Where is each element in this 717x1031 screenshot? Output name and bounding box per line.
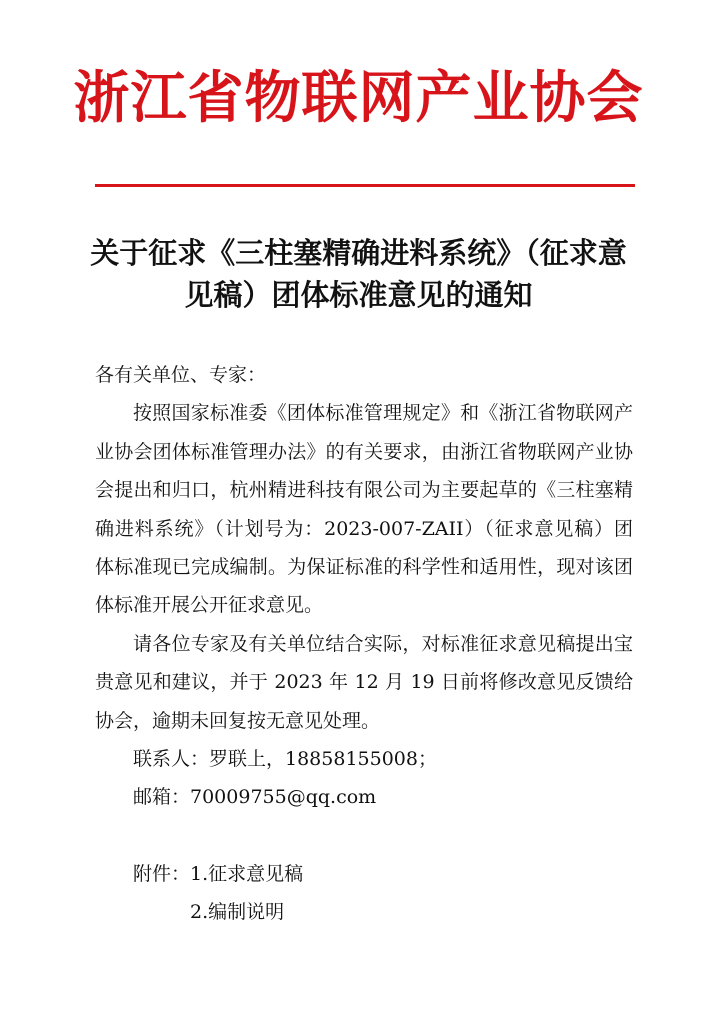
blank-line [95,817,633,855]
attachments-label: 附件： [133,862,191,885]
document-title [60,232,657,316]
attachments-section [95,855,633,932]
letterhead-org-name: 浙江省物联网产业协会 [73,65,644,131]
attachment-item: 2.编制说明 [190,901,285,924]
salutation: 各有关单位、专家： [95,364,267,386]
attachment-item: 1.征求意见稿 [190,862,304,885]
letterhead-red-rule [95,184,635,187]
contact-email: 邮箱：70009755@qq.com [133,786,377,809]
document-title-line-2: 见稿）团体标准意见的通知 [184,278,533,312]
paragraph-feedback-request: 请各位专家及有关单位结合实际，对标准征求意见稿提出宝贵意见和建议，并于 2023 年 12 月 19 日前将修改意见反馈给协会，逾期未回复按无意见处理。 [95,632,633,732]
attachments-list [190,855,303,932]
contact-person: 联系人：罗联上，18858155008； [133,748,437,771]
document-body [95,356,633,932]
paragraph-standard-info: 按照国家标准委《团体标准管理规定》和《浙江省物联网产业协会团体标准管理办法》的有关要求，由浙江省物联网产业协会提出和归口，杭州精进科技有限公司为主要起草的《三柱塞精确进料系统》（计划号为：2023-007-ZAII）（征求意见稿）团体标准现已完成编制。为保证标准的科学性和适用性，现对该团体标准开展公开征求意见。 [95,402,633,617]
document-title-line-1: 关于征求《三柱塞精确进料系统》（征求意 [90,236,627,270]
